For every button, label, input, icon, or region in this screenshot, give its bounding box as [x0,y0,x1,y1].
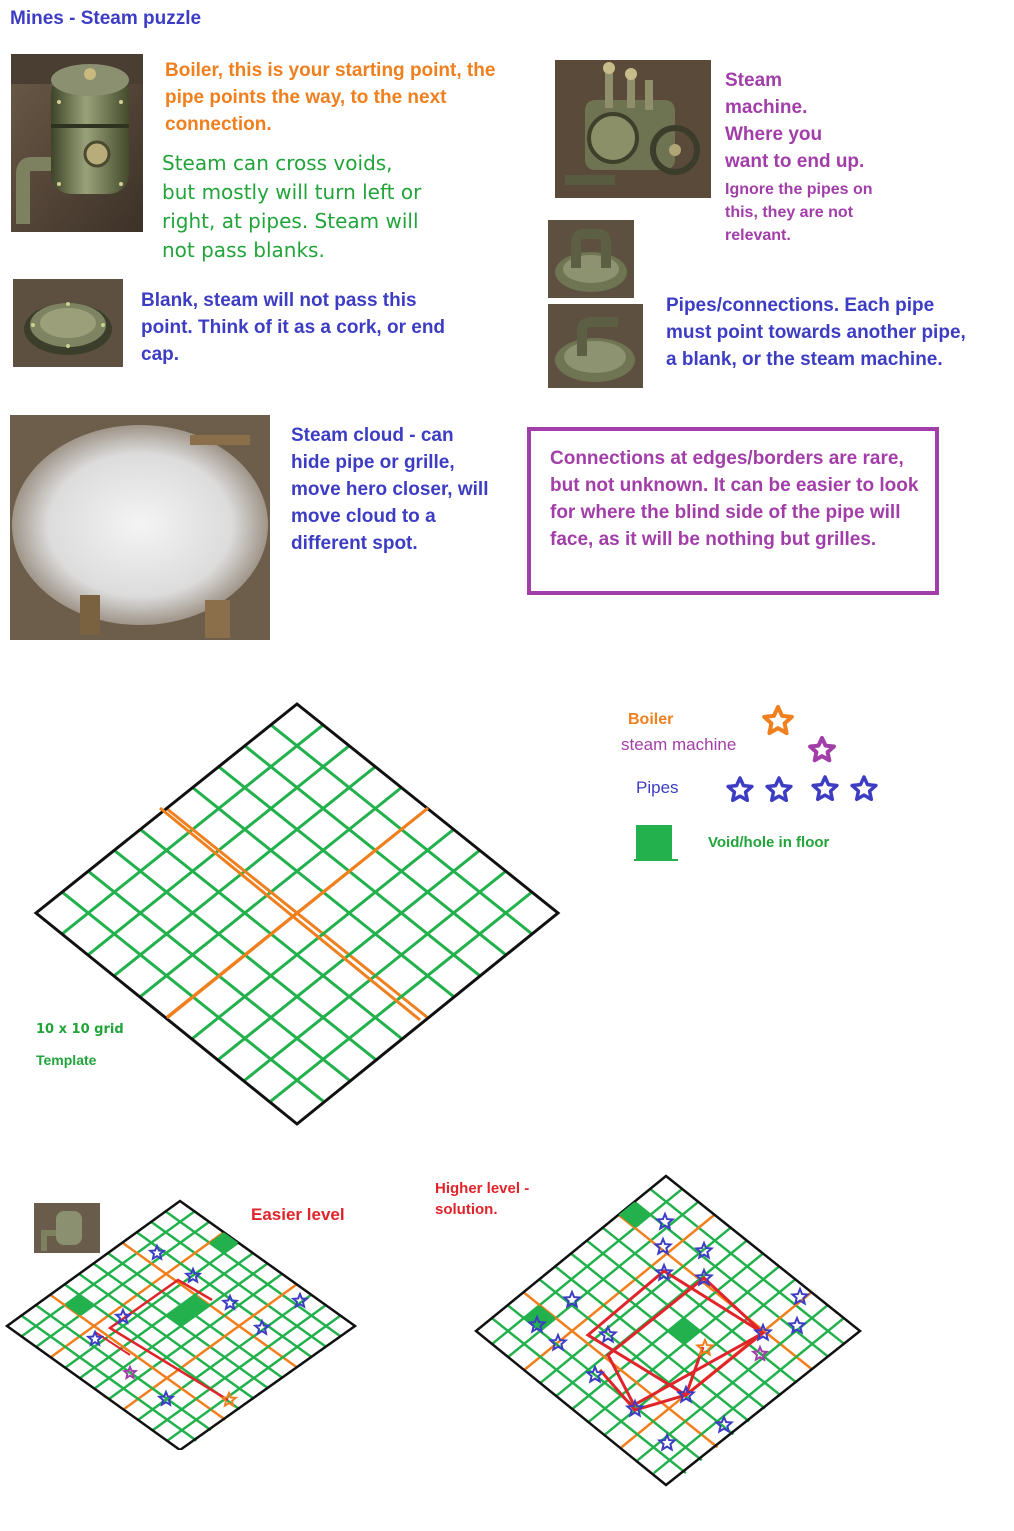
template-label: 10 x 10 grid [36,1022,124,1037]
pipe-star-icon [657,1214,672,1229]
void-cell [65,1295,94,1316]
pipe-star-icon [564,1292,579,1307]
legend-pipe-star-icon [852,777,876,799]
steam-cloud-image [10,415,270,640]
centre-line [160,808,420,1020]
blank-image [13,279,123,367]
edges-note-box [527,427,939,595]
pipes-description: Pipes/connections. Each pipe must point towards another pipe, a blank, or the steam machine. [666,295,966,370]
legend-pipe-star-icon [767,778,791,800]
steam-machine-note: Ignore the pipes on this, they are not relevant. [725,181,873,244]
legend-pipe-star-icon [728,778,752,800]
boiler-image [11,54,143,232]
easier-level-label: Easier level [251,1205,345,1224]
template-grid-lines [36,704,558,1124]
pipe-image [548,220,634,298]
blank-description: Blank, steam will not pass this point. Think of it as a cork, or end cap. [141,290,446,365]
legend-pipe-star-icon [813,777,837,799]
higher-level-grid [460,1165,880,1495]
steam-cloud-description: Steam cloud - can hide pipe or grille, move hero closer, will move cloud to a different spot. [291,425,489,554]
template-grid [0,690,600,1140]
higher-level-label: Higher level - solution. [435,1180,530,1218]
void-cell [209,1232,238,1253]
pipe-star-icon [255,1321,268,1334]
void-cell [668,1318,700,1344]
boiler-description: Boiler, this is your starting point, the pipe points the way, to the next connection. [165,60,496,135]
legend-pipes-label: Pipes [636,778,679,797]
void-cell [619,1202,651,1228]
easier-level-grid [0,1190,370,1450]
steam-machine-description: Steam machine. Where you want to end up. [725,70,865,172]
page-title: Mines - Steam puzzle [10,8,202,29]
legend-void-swatch [636,825,672,859]
legend-steam-machine-star-icon [810,738,834,760]
legend-boiler-star-icon [764,707,792,733]
edges-note-text: Connections at edges/borders are rare, but not unknown. It can be easier to look for where the blind side of the pipe will face, as it will be nothing but grilles. [550,448,919,550]
legend-void-label: Void/hole in floor [708,834,830,851]
legend-symbols [620,700,900,870]
pipe-star-icon [792,1289,807,1304]
pipe-image-2 [548,304,643,388]
legend-steam-machine-label: steam machine [621,735,737,754]
template-sublabel: Template [36,1052,97,1068]
steam-rules-text: Steam can cross voids, but mostly will turn left or right, at pipes. Steam will not pass blanks. [162,151,422,262]
pipe-star-icon [789,1318,804,1333]
legend-boiler-label: Boiler [628,711,674,728]
steam-machine-image [555,60,711,198]
